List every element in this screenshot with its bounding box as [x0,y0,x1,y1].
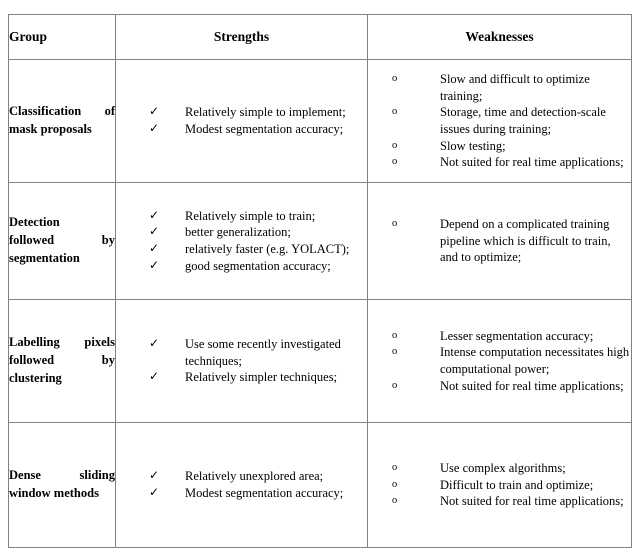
strengths-cell [116,423,368,548]
list-item-text: Intense computation necessitates high computational power; [440,345,630,376]
strengths-list [116,208,367,275]
list-item [392,138,631,155]
weaknesses-cell [368,183,632,300]
list-item-text: Use complex algorithms; [440,461,566,476]
list-item [149,241,367,258]
list-item [149,104,367,121]
circle-bullet-icon: o [392,139,398,151]
list-item-text: Slow testing; [440,138,506,153]
column-header-weaknesses: Weaknesses [368,15,632,60]
group-name-cell [9,183,116,300]
table-row [9,300,632,423]
list-item [392,493,631,510]
list-item-text: Difficult to train and optimize; [440,477,594,492]
column-header-strengths: Strengths [116,15,368,60]
group-name-line: window methods [9,486,99,500]
weaknesses-list [368,328,631,395]
circle-bullet-icon: o [392,218,398,230]
group-name-line: Labelling pixels [9,335,115,350]
strengths-list [116,468,367,501]
column-header-group: Group [9,15,116,60]
list-item-text: Relatively unexplored area; [185,469,324,484]
list-item-text: Relatively simpler techniques; [185,370,338,385]
strengths-cell [116,183,368,300]
list-item [392,71,631,104]
list-item-text: Storage, time and detection-scale issues during training; [440,105,606,136]
list-item-text: Lesser segmentation accuracy; [440,328,594,343]
list-item [149,121,367,138]
list-item [149,208,367,225]
list-item-text: better generalization; [185,225,291,240]
list-item [149,369,367,386]
circle-bullet-icon: o [392,106,398,118]
circle-bullet-icon: o [392,379,398,391]
check-icon: ✓ [149,224,160,239]
table-header-row [9,15,632,60]
list-item-text: Depend on a complicated training pipeline which is difficult to train, and to optimize; [440,217,611,265]
circle-bullet-icon: o [392,478,398,490]
list-item [149,485,367,502]
group-name-line: Detection [9,215,60,230]
circle-bullet-icon: o [392,462,398,474]
list-item [149,258,367,275]
list-item [392,477,631,494]
circle-bullet-icon: o [392,329,398,341]
strengths-cell [116,300,368,423]
circle-bullet-icon: o [392,73,398,85]
list-item-text: Use some recently investigated techniques; [185,337,341,368]
table-row [9,423,632,548]
group-name-line: followed by [9,353,115,368]
strengths-list [116,104,367,137]
check-icon: ✓ [149,369,160,384]
list-item [392,344,631,377]
list-item [392,154,631,171]
group-name-cell [9,423,116,548]
check-icon: ✓ [149,241,160,255]
comparison-table [8,14,632,548]
table-row [9,60,632,183]
check-icon: ✓ [149,104,160,119]
circle-bullet-icon: o [392,346,398,358]
circle-bullet-icon: o [392,495,398,507]
list-item-text: Relatively simple to implement; [185,105,346,120]
group-name-line: Dense sliding [9,468,115,483]
check-icon: ✓ [149,257,160,272]
check-icon: ✓ [149,468,160,483]
group-name-line: Classification of [9,104,115,119]
table-row [9,183,632,300]
list-item [392,216,631,266]
check-icon: ✓ [149,485,160,499]
group-name-cell [9,300,116,423]
strengths-list [116,336,367,386]
weaknesses-list [368,460,631,510]
group-name-line: mask proposals [9,122,92,136]
check-icon: ✓ [149,121,160,135]
list-item [149,224,367,241]
strengths-cell [116,60,368,183]
list-item [392,460,631,477]
weaknesses-cell [368,60,632,183]
list-item [392,104,631,137]
circle-bullet-icon: o [392,156,398,168]
list-item [392,378,631,395]
group-name-line: followed by [9,233,115,248]
list-item-text: relatively faster (e.g. YOLACT); [185,242,350,256]
check-icon: ✓ [149,336,160,351]
comparison-table-container [8,14,631,548]
group-name-line: clustering [9,370,62,385]
list-item-text: Relatively simple to train; [185,208,316,223]
weaknesses-list [368,71,631,171]
group-name-line: segmentation [9,250,80,265]
weaknesses-cell [368,300,632,423]
list-item [149,336,367,369]
list-item-text: good segmentation accuracy; [185,258,331,273]
list-item-text: Modest segmentation accuracy; [185,486,344,500]
list-item-text: Slow and difficult to optimize training; [440,72,590,103]
list-item [392,328,631,345]
list-item [149,468,367,485]
weaknesses-cell [368,423,632,548]
list-item-text: Modest segmentation accuracy; [185,122,344,136]
group-name-cell [9,60,116,183]
list-item-text: Not suited for real time applications; [440,155,624,170]
list-item-text: Not suited for real time applications; [440,378,624,393]
check-icon: ✓ [149,207,160,222]
weaknesses-list [368,216,631,266]
cutoff-caption-text [0,0,640,4]
list-item-text: Not suited for real time applications; [440,494,624,509]
